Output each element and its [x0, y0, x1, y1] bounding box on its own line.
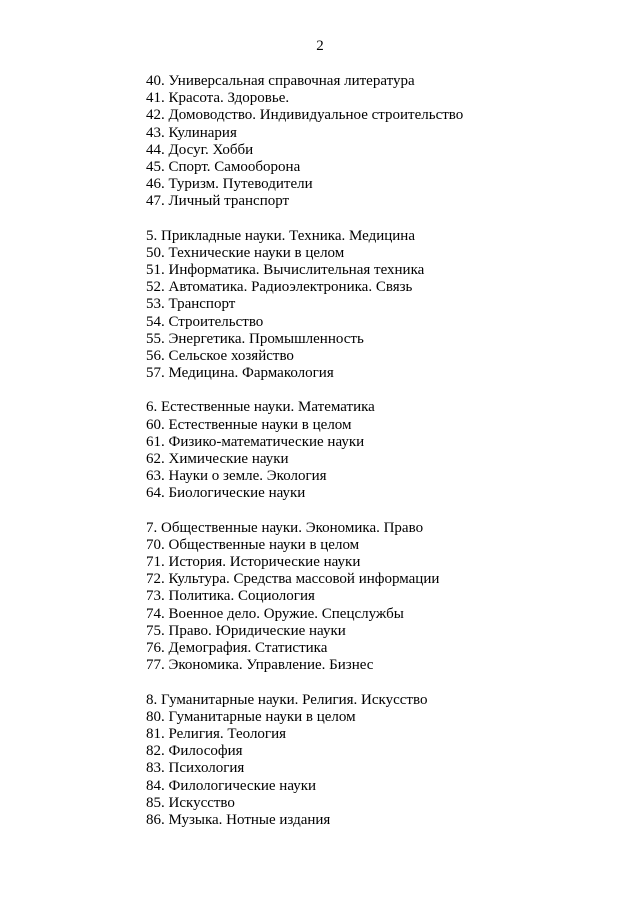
section-heading: 8. Гуманитарные науки. Религия. Искусство — [146, 691, 428, 708]
list-item: 56. Сельское хозяйство — [146, 348, 294, 365]
section-group — [146, 73, 620, 211]
list-item: 80. Гуманитарные науки в целом — [146, 708, 356, 725]
list-item: 60. Естественные науки в целом — [146, 416, 352, 433]
list-item: 85. Искусство — [146, 794, 235, 811]
list-item: 42. Домоводство. Индивидуальное строительство — [146, 107, 464, 124]
list-item: 46. Туризм. Путеводители — [146, 176, 313, 193]
classification-list — [146, 73, 620, 846]
list-item: 76. Демография. Статистика — [146, 640, 328, 657]
list-item: 86. Музыка. Нотные издания — [146, 811, 331, 828]
list-item: 74. Военное дело. Оружие. Спецслужбы — [146, 605, 404, 622]
section-group — [146, 692, 620, 830]
list-item: 72. Культура. Средства массовой информации — [146, 571, 440, 588]
list-item: 64. Биологические науки — [146, 485, 306, 502]
list-item: 40. Универсальная справочная литература — [146, 73, 415, 89]
list-item: 62. Химические науки — [146, 451, 289, 468]
list-item: 70. Общественные науки в целом — [146, 536, 360, 553]
list-item: 82. Философия — [146, 743, 243, 760]
list-item: 83. Психология — [146, 760, 245, 777]
section-heading: 7. Общественные науки. Экономика. Право — [146, 519, 424, 536]
section-heading: 5. Прикладные науки. Техника. Медицина — [146, 227, 415, 244]
list-item: 77. Экономика. Управление. Бизнес — [146, 657, 374, 674]
list-item: 47. Личный транспорт — [146, 193, 290, 210]
list-item: 57. Медицина. Фармакология — [146, 365, 334, 382]
page-number: 2 — [316, 38, 324, 54]
list-item: 52. Автоматика. Радиоэлектроника. Связь — [146, 279, 413, 296]
list-item: 75. Право. Юридические науки — [146, 622, 346, 639]
list-item: 50. Технические науки в целом — [146, 244, 345, 261]
list-item: 51. Информатика. Вычислительная техника — [146, 262, 425, 279]
section-group — [146, 228, 620, 383]
list-item: 44. Досуг. Хобби — [146, 141, 254, 158]
list-item: 73. Политика. Социология — [146, 588, 315, 605]
section-group — [146, 520, 620, 675]
list-item: 71. История. Исторические науки — [146, 554, 361, 571]
list-item: 45. Спорт. Самооборона — [146, 159, 301, 176]
list-item: 53. Транспорт — [146, 296, 236, 313]
list-item: 41. Красота. Здоровье. — [146, 90, 290, 107]
section-heading: 6. Естественные науки. Математика — [146, 399, 375, 416]
list-item: 43. Кулинария — [146, 124, 237, 141]
section-group — [146, 399, 620, 502]
list-item: 54. Строительство — [146, 313, 264, 330]
list-item: 55. Энергетика. Промышленность — [146, 330, 364, 347]
list-item: 84. Филологические науки — [146, 777, 317, 794]
list-item: 63. Науки о земле. Экология — [146, 468, 327, 485]
list-item: 81. Религия. Теология — [146, 725, 287, 742]
list-item: 61. Физико-математические науки — [146, 433, 365, 450]
